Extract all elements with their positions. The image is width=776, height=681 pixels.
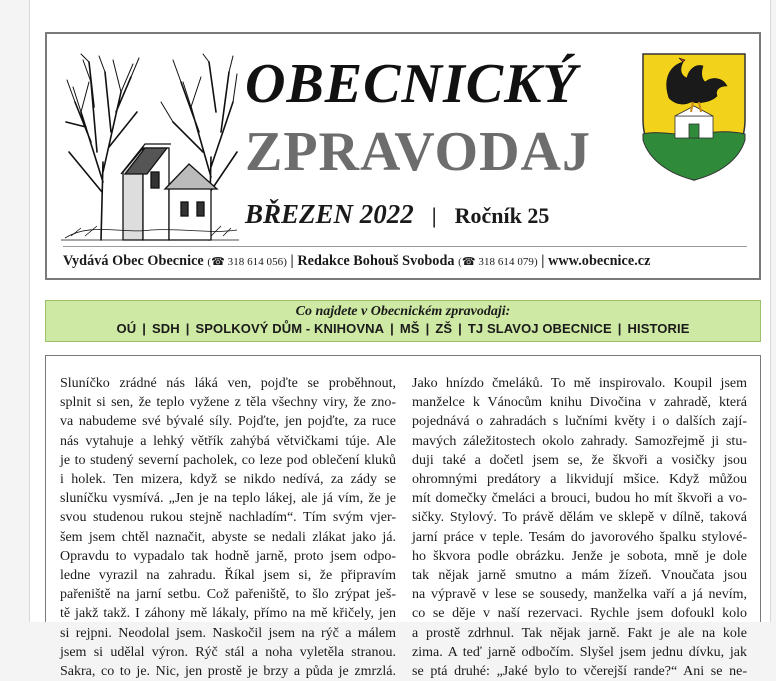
toc-item-historie[interactable]: HISTORIE [627,321,690,336]
text-line: se ptá druhé: „Jaké bylo to včerejší rande?“ Ani se ne- [412,664,747,680]
text-line: sluníčku vysmívá. „Jen je na teplo lákej, ale já vím, že je [60,491,396,507]
masthead-info-line [63,253,747,270]
text-line: na výpravě v lese se sousedy, manželka vaří a já nevím, [412,587,747,603]
table-of-contents [45,300,761,342]
article-column-left [60,374,396,681]
editor-phone: (☎ 318 614 079) [458,256,538,268]
toc-item-spolkovy-dum[interactable]: SPOLKOVÝ DŮM - KNIHOVNA [195,321,385,336]
article-column-right [412,374,747,681]
church-and-trees-illustration [61,52,239,242]
text-line: pojednává o zahradách s lučními květy i o dalších zají- [412,414,747,430]
text-line: ledne vyrazil na zahradu. Říkal jsem si, že připravím [60,568,396,584]
text-line: mít domečky čmeláci a brouci, budou ho mít škvoři a vo- [412,491,747,507]
text-line: Sakra, co to je. Nic, jen prostě je brzy a půda je zmrzlá. [60,664,396,680]
toc-heading: Co najdete v Obecnickém zpravodaji: [295,304,511,319]
capercaillie-coat-of-arms [639,50,749,182]
masthead-divider [63,246,747,247]
toc-item-tj-slavoj[interactable]: TJ SLAVOJ OBECNICE [467,321,612,336]
issue-volume: Ročník 25 [454,203,550,228]
website-link[interactable]: www.obecnice.cz [548,253,651,269]
text-line: va nabudeme své bývalé síly. Pojďte, jen pojďte, za ruce [60,414,396,430]
toc-item-ou[interactable]: OÚ [116,321,137,336]
text-line: splnit si sen, že teplo vyžene z těla všechny viry, že zno- [60,395,396,411]
text-line: co se děje v naší rezervaci. Rychle jsem dofoukl kolo [412,606,747,622]
text-line: Jako hnízdo čmeláků. To mě inspirovalo. Koupil jsem [412,376,747,391]
text-line: Sluníčko zrádné nás láká ven, pojďte se proběhnout, [60,376,396,391]
newsletter-title-line1: OBECNICKÝ [245,53,578,115]
toc-separator: | [617,321,622,336]
toc-links [46,320,760,338]
text-line: pařeniště na jarní setbu. Což pařeniště, to šlo zrýpat ješ- [60,587,396,603]
text-line: a prostě zdrhnul. Tak nějak jarně. Fakt je ale na kole [412,625,747,641]
text-line: sičky. Stylový. To právě dělám ve sklepě v dílně, taková [412,510,747,526]
text-line: i holek. Ten mizera, když se nikdo nedívá, za zády se [60,472,396,488]
toc-separator: | [425,321,430,336]
newsletter-title-line2: ZPRAVODAJ [245,121,591,183]
editor: Redakce Bohouš Svoboda [297,253,455,269]
masthead [45,32,761,280]
info-separator: | [290,253,294,269]
text-line: nás vytahuje a lehký větřík zahýbá větvičkami túje. Ale [60,433,396,449]
text-line: jsem si udělal výron. Rýč stál a noha vyletěla stranou. [60,644,396,660]
text-line: jarní práce v teple. Tesám do javorového špalku stylové- [412,529,747,545]
publisher-phone: (☎ 318 614 056) [207,256,287,268]
text-line: Opravdu to vypadalo tak hodně jarně, proto jsem odpo- [60,548,396,564]
toc-item-ms[interactable]: MŠ [399,321,420,336]
text-line: si rejpni. Neodolal jsem. Naskočil jsem na rýč a málem [60,625,396,641]
toc-item-zs[interactable]: ZŠ [435,321,453,336]
toc-separator: | [390,321,394,336]
text-line: ho škvora podle obrázku. Jenže je sobota, mně je dole [412,548,747,564]
text-line: svou studenou rukou stejně nachladím“. Tím svým vjer- [60,510,396,526]
text-line: tě jakž takž. I záhony mě lákaly, přímo na mě křičely, jen [60,606,396,622]
text-line: ohromnými predátory a likvidují mšice. Když můžou [412,472,747,488]
toc-separator: | [142,321,146,336]
text-line: duji také a dočetl jsem se, že škvoři a vosičky jsou [412,452,747,468]
publisher: Vydává Obec Obecnice [63,253,204,269]
toc-item-sdh[interactable]: SDH [151,321,180,336]
article-box [45,355,761,680]
issue-line [245,201,549,228]
text-line: je to studený severní pacholek, co leze pod oblečení kluků [60,452,396,468]
text-line: manželce k Vánocům knihu Divočina v zahradě, která [412,395,747,411]
info-separator: | [541,253,545,269]
text-line: zima. A teď jarně odbočím. Slyšel jsem jednu dívku, jak [412,644,747,660]
text-line: tak nějak jarně smutno a mám žízeň. Vnoučata jsou [412,568,747,584]
text-line: mavých záležitostech okolo zahrady. Samozřejmě ji stu- [412,433,747,449]
issue-date: BŘEZEN 2022 [245,199,414,229]
toc-separator: | [458,321,462,336]
text-line: šem jsem chtěl naznačit, abyste se nedali zlákat jako já. [60,529,396,545]
toc-separator: | [185,321,190,336]
issue-separator: | [431,203,437,228]
